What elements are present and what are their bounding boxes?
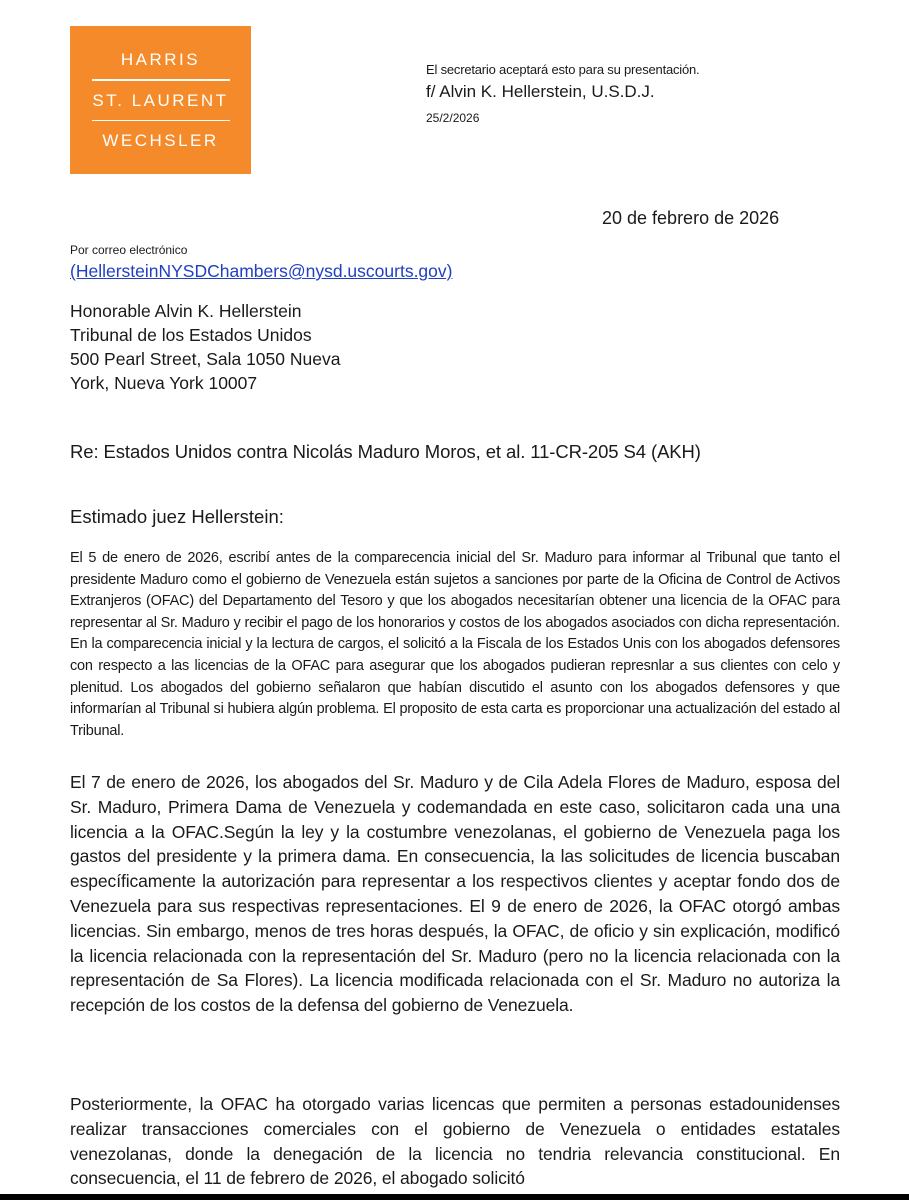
judge-endorsement — [426, 62, 699, 125]
re-line: Re: Estados Unidos contra Nicolás Maduro Moros, et al. 11-CR-205 S4 (AKH) — [70, 441, 701, 462]
recipient-address — [70, 299, 340, 395]
letter-date: 20 de febrero de 2026 — [602, 208, 780, 228]
body-paragraph: Posteriormente, la OFAC ha otorgado varias licencas que permiten a personas estadounidenses realizar transacciones comerciales con el gobierno de Venezuela o entidades estatales venezolanas, donde la denegación de la licencia no tendria relevancia constitucional. En consecuencia, el 11 de febrero de 2026, el abogado solicitó — [70, 1094, 840, 1189]
logo-line-harris: HARRIS — [120, 50, 201, 69]
chambers-email-link[interactable]: (HellersteinNYSDChambers@nysd.uscourts.gov) — [70, 261, 453, 281]
address-line: York, Nueva York 10007 — [70, 373, 258, 393]
logo-line-st-laurent: ST. LAURENT — [92, 90, 229, 110]
endorsement-note: El secretario aceptará esto para su presentación. — [426, 62, 700, 77]
address-line: Honorable Alvin K. Hellerstein — [70, 301, 302, 321]
logo-line-wechsler: WECHSLER — [102, 131, 219, 150]
logo-divider — [92, 79, 230, 81]
firm-logo — [70, 26, 251, 174]
address-line: 500 Pearl Street, Sala 1050 Nueva — [70, 349, 341, 369]
body-paragraph: El 5 de enero de 2026, escribí antes de la comparecencia inicial del Sr. Maduro para informar al Tribunal que tanto el presidente Maduro como el gobierno de Venezuela están sujetos a sanciones por parte de la Oficina de Control de Activos Extranjeros (OFAC) del Departamento del Tesoro y que los abogados necesitarían obtener una licencia de la OFAC para representar al Sr. Maduro y recibir el pago de los honorarios y costos de los abogados asociados con dicha representación. En la comparecencia inicial y la lectura de cargos, el solicitó a la Fiscala de los Estados Unis con los abogados defensores con respecto a las licencias de la OFAC para asegurar que los abogados pudieran represnlar a sus clientes con celo y plenitud. Los abogados del gobierno señalaron que habían discutido el asunto con los abogados defensores y que informarían al Tribunal si hubiera algún problema. El proposito de esta carta es proporcionar una actualización del estado al Tribunal. — [70, 550, 840, 739]
endorsement-date: 25/2/2026 — [426, 111, 480, 125]
delivery-method: Por correo electrónico — [70, 243, 188, 257]
bottom-edge-bar — [0, 1194, 909, 1200]
salutation: Estimado juez Hellerstein: — [70, 506, 284, 527]
body-paragraph: El 7 de enero de 2026, los abogados del Sr. Maduro y de Cila Adela Flores de Maduro, esposa del Sr. Maduro, Primera Dama de Venezuela y codemandada en este caso, solicitaron cada una una licencia a la OFAC.Según la ley y la costumbre venezolanas, el gobierno de Venezuela paga los gastos del presidente y la primera dama. En consecuencia, la las solicitudes de licencia buscaban específicamente la autorización para representar a los respectivos clientes y aceptar fondo dos de Venezuela para sus respectivas representaciones. El 9 de enero de 2026, la OFAC otorgó ambas licencias. Sin embargo, menos de tres horas después, la OFAC, de oficio y sin explicación, modificó la licencia relacionada con la representación del Sr. Maduro (pero no la licencia relacionada con la representación de Sa Flores). La licencia modificada relacionada con el Sr. Maduro no autoriza la recepción de los costos de la defensa del gobierno de Venezuela. — [70, 772, 840, 1016]
logo-divider — [92, 120, 230, 122]
endorsement-signature: f/ Alvin K. Hellerstein, U.S.D.J. — [426, 82, 655, 101]
address-line: Tribunal de los Estados Unidos — [70, 325, 312, 345]
